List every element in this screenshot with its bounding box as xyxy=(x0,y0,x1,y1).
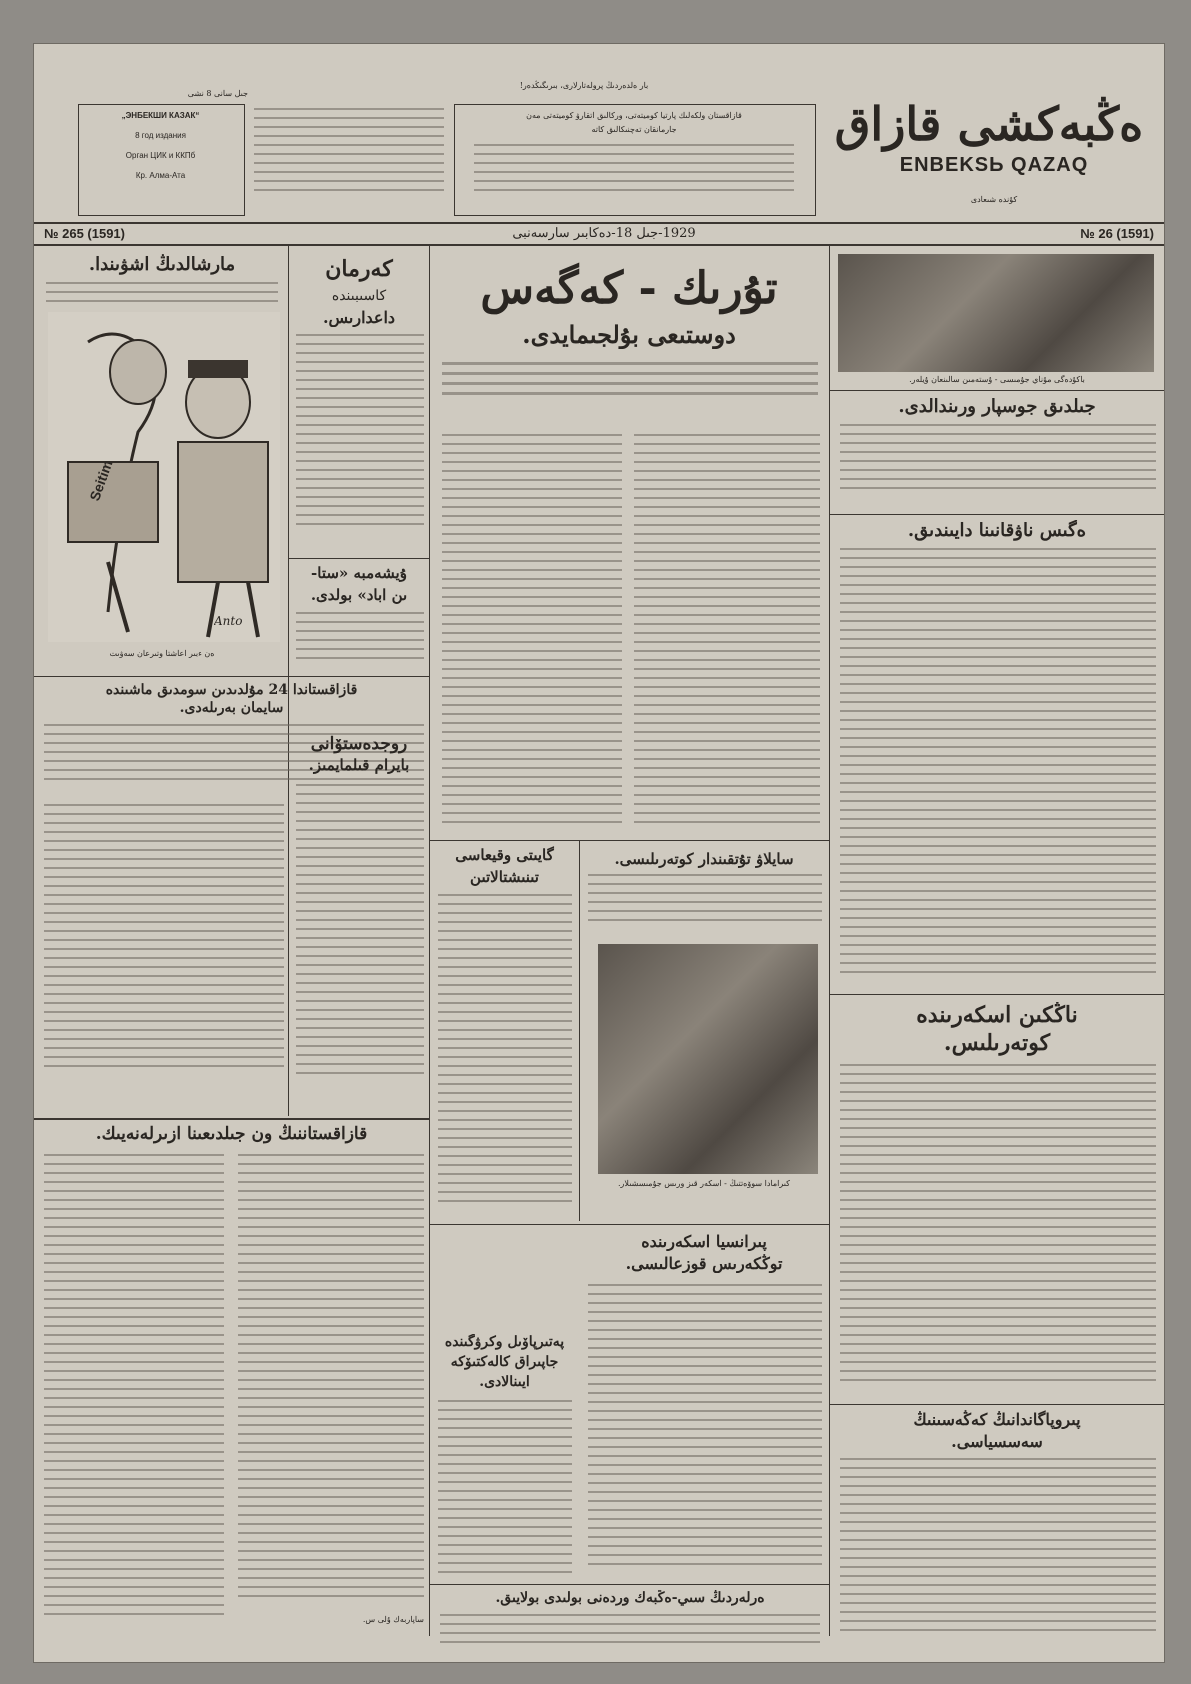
right-low-body xyxy=(840,1064,1156,1394)
headline-col3-low: گايىتى وقيعاسى xyxy=(455,846,554,864)
photo-soldiers xyxy=(598,944,818,1174)
col4-low-body xyxy=(588,874,822,934)
russian-box-line-1: 8 год издания xyxy=(135,131,186,140)
headline-bottom-mid-b: جاپىراق كالەكتىۆكە xyxy=(450,1354,559,1370)
bottom-center-body xyxy=(588,1284,822,1574)
headline-col2-low-b: بايرام قىلمايمىز. xyxy=(308,756,410,774)
bottom-left-body-b xyxy=(238,1154,424,1604)
bottom-mid-body xyxy=(438,1400,572,1580)
main-body-col-a xyxy=(442,434,622,834)
column-rule-2 xyxy=(429,246,430,1636)
column-rule-1 xyxy=(288,246,289,1116)
russian-box-line-3: Кр. Алма-Ата xyxy=(135,171,186,180)
center-block-line2: جارمانقان تەچنىكالىق كاتە xyxy=(591,125,677,134)
headline-bottom-mid-c: ايىنالادى. xyxy=(479,1374,530,1390)
bottom-left-body-a xyxy=(44,1154,224,1624)
dateline-rule-top xyxy=(34,222,1164,224)
russian-box-line-0: „ЭНБЕКШИ КАЗАК“ xyxy=(121,111,200,120)
headline-col2-mid-b: ىن اباد» بولدى. xyxy=(310,586,408,604)
bottom-right-body xyxy=(840,1458,1156,1638)
masthead-subscription-info xyxy=(254,108,444,208)
headline-col2-top: كەرمان xyxy=(325,256,393,282)
headline-col2-top-c: داعدارىس. xyxy=(322,308,396,327)
top-banner: بار ەلدەردىڭ پرولەتارلارى، بىرىگىڭدەر! xyxy=(519,81,649,90)
cartoon-intro-text xyxy=(46,282,278,312)
rule-right-2 xyxy=(830,514,1164,515)
photo-center-caption: كىرامادا سوۆەتتىڭ - اسكەر قىز ورىس جۇمىسشىلار. xyxy=(618,1179,790,1188)
center-block-line1: قازاقستان ولكەلىك پارتيا كوميتەتى، وركالىق اتقارۋ كوميتەتى مەن xyxy=(526,111,742,120)
cartoon-illustration xyxy=(48,312,280,642)
issue-number-right: № 26 (1591) xyxy=(1080,226,1154,241)
photo-right-caption: باكۇدەگى مۇناي جۇمىسى - ۇستەمىن سالىنعان ۇيلەر. xyxy=(909,375,1085,384)
column-rule-3 xyxy=(829,246,830,1636)
headline-bottom-center-b: توڭكەرىس قوزعالىسى. xyxy=(625,1254,783,1273)
col2-low-body xyxy=(296,784,424,1114)
headline-col2-low: روجدەستۆانى xyxy=(310,734,408,754)
headline-bottom-banner: ەرلەردىڭ سىي-ەڭبەك وردەنى بولىدى بولايىق. xyxy=(495,1590,765,1606)
year-note: جىل سانى 8 نشى xyxy=(187,89,248,98)
headline-kaz24: قازاقستاندا 24 مۇلدىدىن سومدىق ماشىندە xyxy=(105,682,358,698)
dateline-rule-bottom xyxy=(34,244,1164,246)
headline-right-top: جىلدىق جوسپار ورىندالدى. xyxy=(898,396,1096,417)
headline-col4-low: سايلاۋ تۇتقىندار كوتەرىلىسى. xyxy=(614,850,794,868)
headline-main: تۇرىك - كەگەس xyxy=(480,263,778,314)
headline-col2-mid: ۇيشەمبە «ستا- xyxy=(311,564,407,582)
headline-col2-top-b: كاسىبىندە xyxy=(331,288,387,304)
signature: ساپاربەك ۇلى س. xyxy=(362,1615,424,1624)
main-body-col-b xyxy=(634,434,820,834)
right-top-body xyxy=(840,424,1156,504)
headline-bottom-mid: پەتىرپاۆىل وكرۋگىندە xyxy=(444,1334,565,1350)
newspaper-page xyxy=(34,44,1164,1662)
rule-bottom-left xyxy=(34,1118,429,1120)
main-lead-text xyxy=(442,362,818,422)
col3-low-body xyxy=(438,894,572,1214)
rule-right-4 xyxy=(830,1404,1164,1405)
cartoon-label: Seitim xyxy=(86,457,116,503)
headline-right-low: ناڭكىن اسكەرىندە xyxy=(916,1002,1078,1028)
headline-col3-low-b: تىنىشتالاتىن xyxy=(470,868,539,886)
rule-col2-mid xyxy=(289,558,429,559)
rule-center-mid xyxy=(430,840,830,841)
rule-center-split xyxy=(579,841,580,1221)
headline-bottom-right: پىروپاگاندانىڭ كەڭەسىنىڭ xyxy=(913,1410,1081,1429)
rule-right-3 xyxy=(830,994,1164,995)
masthead-subtitle: كۇندە شىعادى xyxy=(970,195,1018,204)
headline-bottom-center: پىرانسيا اسكەرىندە xyxy=(641,1232,767,1251)
headline-bottom-left: قازاقستاننىڭ ون جىلدىعىنا ازىرلەنەيىك. xyxy=(95,1124,368,1144)
bottom-banner-body xyxy=(440,1614,820,1654)
left-lower-body xyxy=(44,804,284,1104)
headline-kaz24-b: سايمان بەرىلەدى. xyxy=(179,700,284,716)
col2-top-body xyxy=(296,334,424,554)
rule-bottom-banner xyxy=(430,1584,830,1585)
headline-left-top: مارشالدىڭ اشۋىندا. xyxy=(88,254,236,275)
center-block-table xyxy=(474,144,794,204)
issue-number-left: № 265 (1591) xyxy=(44,226,125,241)
dateline-date: 1929-جىل 18-دەكابىر سارسەنبى xyxy=(512,226,696,241)
photo-oil-field xyxy=(838,254,1154,372)
rule-kaz24 xyxy=(34,676,429,677)
cartoon-caption: ەن ءبىر اعاشتا وتىرعان سەۋىت xyxy=(109,649,215,658)
headline-bottom-right-b: سەسسياسى. xyxy=(951,1432,1043,1451)
masthead-latin-title: ENBEKSЬ QAZAQ xyxy=(899,154,1089,176)
headline-right-mid: ەگىس ناۋقانىنا دايىندىق. xyxy=(907,520,1087,541)
col2-mid-body xyxy=(296,612,424,672)
rule-right-1 xyxy=(830,390,1164,391)
headline-main-sub: دوستىعى بۇلجىمايدى. xyxy=(522,320,736,349)
rule-bottom-center xyxy=(430,1224,830,1225)
right-mid-body xyxy=(840,548,1156,988)
cartoon-signature: Anto xyxy=(214,614,243,628)
headline-right-low-b: كوتەرىلىس. xyxy=(943,1030,1051,1056)
russian-box-line-2: Орган ЦИК и ККПб xyxy=(125,151,196,160)
masthead-title: ەڭبەكشى قازاق xyxy=(834,97,1144,151)
